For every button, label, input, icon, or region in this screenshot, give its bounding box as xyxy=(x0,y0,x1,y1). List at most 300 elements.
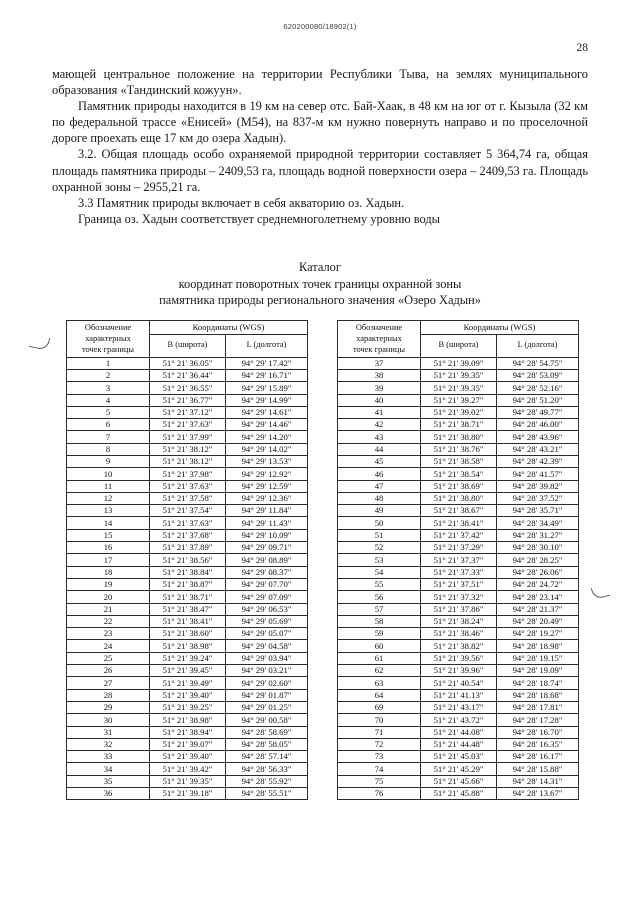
cell-latitude: 51° 21' 38.76" xyxy=(421,443,497,455)
cell-latitude: 51° 21' 37.33" xyxy=(421,566,497,578)
table-row xyxy=(338,419,579,431)
cell-longitude: 94° 29' 15.89" xyxy=(226,382,308,394)
cell-point-number: 49 xyxy=(338,505,421,517)
cell-latitude: 51° 21' 39.35" xyxy=(421,382,497,394)
cell-point-number: 13 xyxy=(67,505,150,517)
header-longitude: L (долгота) xyxy=(226,334,308,357)
page-number: 28 xyxy=(576,42,588,54)
cell-point-number: 55 xyxy=(338,578,421,590)
table-row xyxy=(338,591,579,603)
cell-latitude: 51° 21' 36.44" xyxy=(150,369,226,381)
cell-point-number: 36 xyxy=(67,788,150,800)
paragraph-area-3-2: 3.2. Общая площадь особо охраняемой природной территории составляет 5 364,74 га, общая площадь памятника природы – 2409,53 га, площадь водной поверхности озера – 2409,53 га. Площадь охранной зоны – 2955,21 га. xyxy=(52,147,588,194)
cell-latitude: 51° 21' 38.71" xyxy=(150,591,226,603)
table-row xyxy=(338,406,579,418)
table-row xyxy=(338,529,579,541)
cell-latitude: 51° 21' 39.07" xyxy=(150,738,226,750)
cell-longitude: 94° 28' 55.92" xyxy=(226,775,308,787)
header-designation-line-3: точек границы xyxy=(81,345,135,355)
table-row xyxy=(338,751,579,763)
table-row xyxy=(338,714,579,726)
cell-longitude: 94° 29' 00.58" xyxy=(226,714,308,726)
cell-longitude: 94° 28' 30.10" xyxy=(497,542,579,554)
cell-longitude: 94° 28' 52.16" xyxy=(497,382,579,394)
cell-longitude: 94° 29' 12.36" xyxy=(226,492,308,504)
cell-point-number: 23 xyxy=(67,628,150,640)
cell-longitude: 94° 29' 07.09" xyxy=(226,591,308,603)
cell-point-number: 63 xyxy=(338,677,421,689)
cell-latitude: 51° 21' 37.42" xyxy=(421,529,497,541)
cell-latitude: 51° 21' 43.72" xyxy=(421,714,497,726)
cell-point-number: 26 xyxy=(67,665,150,677)
cell-latitude: 51° 21' 39.25" xyxy=(150,701,226,713)
cell-longitude: 94° 28' 26.06" xyxy=(497,566,579,578)
table-row xyxy=(338,603,579,615)
header-designation-line-1: Обозначение xyxy=(84,323,132,332)
cell-point-number: 9 xyxy=(67,455,150,467)
cell-latitude: 51° 21' 38.46" xyxy=(421,628,497,640)
table-row xyxy=(67,529,308,541)
cell-latitude: 51° 21' 36.05" xyxy=(150,357,226,369)
cell-point-number: 32 xyxy=(67,738,150,750)
cell-latitude: 51° 21' 38.54" xyxy=(421,468,497,480)
cell-latitude: 51° 21' 37.68" xyxy=(150,529,226,541)
cell-latitude: 51° 21' 37.12" xyxy=(150,406,226,418)
cell-latitude: 51° 21' 37.58" xyxy=(150,492,226,504)
cell-latitude: 51° 21' 36.77" xyxy=(150,394,226,406)
cell-longitude: 94° 29' 10.09" xyxy=(226,529,308,541)
cell-point-number: 45 xyxy=(338,455,421,467)
table-row xyxy=(67,763,308,775)
table-row xyxy=(67,443,308,455)
table-head xyxy=(67,321,308,358)
table-row xyxy=(338,628,579,640)
cell-latitude: 51° 21' 39.96" xyxy=(421,665,497,677)
table-row xyxy=(67,382,308,394)
cell-longitude: 94° 29' 01.25" xyxy=(226,701,308,713)
cell-longitude: 94° 28' 18.68" xyxy=(497,689,579,701)
cell-point-number: 22 xyxy=(67,615,150,627)
cell-longitude: 94° 28' 24.72" xyxy=(497,578,579,590)
table-row xyxy=(67,677,308,689)
cell-point-number: 59 xyxy=(338,628,421,640)
table-header-row xyxy=(67,321,308,335)
cell-longitude: 94° 28' 49.77" xyxy=(497,406,579,418)
cell-point-number: 8 xyxy=(67,443,150,455)
cell-latitude: 51° 21' 39.35" xyxy=(421,369,497,381)
cell-longitude: 94° 28' 53.09" xyxy=(497,369,579,381)
cell-point-number: 73 xyxy=(338,751,421,763)
cell-longitude: 94° 28' 17.81" xyxy=(497,701,579,713)
header-designation xyxy=(67,321,150,358)
cell-longitude: 94° 28' 16.35" xyxy=(497,738,579,750)
catalog-title-line-3: памятника природы регионального значения «Озеро Хадын» xyxy=(159,293,481,308)
table-row xyxy=(67,726,308,738)
cell-longitude: 94° 28' 18.74" xyxy=(497,677,579,689)
cell-longitude: 94° 29' 14.46" xyxy=(226,419,308,431)
cell-latitude: 51° 21' 38.98" xyxy=(150,640,226,652)
cell-point-number: 62 xyxy=(338,665,421,677)
cell-point-number: 53 xyxy=(338,554,421,566)
header-designation-line-2: характерных xyxy=(85,334,131,344)
cell-latitude: 51° 21' 38.47" xyxy=(150,603,226,615)
cell-latitude: 51° 21' 38.56" xyxy=(150,554,226,566)
cell-latitude: 51° 21' 36.55" xyxy=(150,382,226,394)
header-designation-line-1: Обозначение xyxy=(355,323,403,332)
cell-point-number: 17 xyxy=(67,554,150,566)
table-row xyxy=(67,665,308,677)
cell-point-number: 71 xyxy=(338,726,421,738)
cell-longitude: 94° 29' 08.89" xyxy=(226,554,308,566)
cell-longitude: 94° 29' 01.87" xyxy=(226,689,308,701)
cell-latitude: 51° 21' 40.54" xyxy=(421,677,497,689)
cell-longitude: 94° 28' 18.98" xyxy=(497,640,579,652)
table-row xyxy=(338,455,579,467)
cell-point-number: 56 xyxy=(338,591,421,603)
cell-longitude: 94° 28' 57.14" xyxy=(226,751,308,763)
table-row xyxy=(338,788,579,800)
table-row xyxy=(338,382,579,394)
cell-longitude: 94° 28' 16.70" xyxy=(497,726,579,738)
cell-longitude: 94° 28' 55.51" xyxy=(226,788,308,800)
table-row xyxy=(338,431,579,443)
cell-latitude: 51° 21' 37.98" xyxy=(150,468,226,480)
cell-longitude: 94° 29' 12.59" xyxy=(226,480,308,492)
table-row xyxy=(67,615,308,627)
table-row xyxy=(67,468,308,480)
cell-longitude: 94° 29' 03.21" xyxy=(226,665,308,677)
coordinate-table-right xyxy=(337,320,579,800)
cell-point-number: 15 xyxy=(67,529,150,541)
cell-latitude: 51° 21' 37.37" xyxy=(421,554,497,566)
table-row xyxy=(67,369,308,381)
cell-point-number: 30 xyxy=(67,714,150,726)
table-row xyxy=(338,578,579,590)
cell-point-number: 57 xyxy=(338,603,421,615)
cell-point-number: 21 xyxy=(67,603,150,615)
cell-latitude: 51° 21' 38.12" xyxy=(150,443,226,455)
coordinate-table-left-holder xyxy=(66,320,308,800)
cell-point-number: 20 xyxy=(67,591,150,603)
cell-point-number: 29 xyxy=(67,701,150,713)
cell-point-number: 4 xyxy=(67,394,150,406)
table-row xyxy=(338,775,579,787)
cell-latitude: 51° 21' 39.40" xyxy=(150,751,226,763)
scan-mark-right-icon xyxy=(591,584,610,600)
cell-longitude: 94° 28' 21.37" xyxy=(497,603,579,615)
cell-latitude: 51° 21' 37.32" xyxy=(421,591,497,603)
cell-longitude: 94° 29' 11.43" xyxy=(226,517,308,529)
cell-latitude: 51° 21' 39.42" xyxy=(150,763,226,775)
cell-latitude: 51° 21' 37.63" xyxy=(150,517,226,529)
table-header-row xyxy=(338,321,579,335)
table-row xyxy=(338,492,579,504)
cell-point-number: 16 xyxy=(67,542,150,554)
table-row xyxy=(338,517,579,529)
cell-point-number: 25 xyxy=(67,652,150,664)
cell-latitude: 51° 21' 38.69" xyxy=(421,480,497,492)
cell-latitude: 51° 21' 38.12" xyxy=(150,455,226,467)
table-row xyxy=(67,394,308,406)
cell-latitude: 51° 21' 39.24" xyxy=(150,652,226,664)
cell-longitude: 94° 29' 08.37" xyxy=(226,566,308,578)
catalog-title-line-2: координат поворотных точек границы охранной зоны xyxy=(178,276,462,291)
table-row xyxy=(338,726,579,738)
cell-longitude: 94° 29' 09.71" xyxy=(226,542,308,554)
table-row xyxy=(338,763,579,775)
cell-latitude: 51° 21' 37.63" xyxy=(150,419,226,431)
cell-latitude: 51° 21' 37.89" xyxy=(150,542,226,554)
catalog-title-line-1: Каталог xyxy=(299,260,341,274)
cell-latitude: 51° 21' 38.41" xyxy=(421,517,497,529)
cell-point-number: 75 xyxy=(338,775,421,787)
table-row xyxy=(67,431,308,443)
cell-longitude: 94° 28' 14.31" xyxy=(497,775,579,787)
cell-latitude: 51° 21' 38.60" xyxy=(150,628,226,640)
table-row xyxy=(67,542,308,554)
paragraph-location: Памятник природы находится в 19 км на север отс. Бай-Хаак, в 48 км на юг от г. Кызыла (32 км по федеральной трассе «Енисей» (М54), на 837-м км нужно повернуть направо и по проселочной дороге проехать еще 17 км до озера Хадын). xyxy=(52,99,588,146)
cell-longitude: 94° 28' 19.09" xyxy=(497,665,579,677)
header-longitude: L (долгота) xyxy=(497,334,579,357)
table-row xyxy=(67,505,308,517)
table-row xyxy=(67,775,308,787)
cell-point-number: 51 xyxy=(338,529,421,541)
cell-longitude: 94° 29' 07.70" xyxy=(226,578,308,590)
cell-point-number: 1 xyxy=(67,357,150,369)
cell-latitude: 51° 21' 44.08" xyxy=(421,726,497,738)
cell-point-number: 38 xyxy=(338,369,421,381)
cell-latitude: 51° 21' 38.24" xyxy=(421,615,497,627)
cell-longitude: 94° 28' 41.57" xyxy=(497,468,579,480)
cell-latitude: 51° 21' 39.56" xyxy=(421,652,497,664)
cell-longitude: 94° 28' 13.67" xyxy=(497,788,579,800)
cell-longitude: 94° 28' 58.69" xyxy=(226,726,308,738)
cell-point-number: 69 xyxy=(338,701,421,713)
cell-longitude: 94° 28' 16.17" xyxy=(497,751,579,763)
cell-longitude: 94° 29' 14.20" xyxy=(226,431,308,443)
header-designation xyxy=(338,321,421,358)
cell-point-number: 35 xyxy=(67,775,150,787)
cell-longitude: 94° 28' 19.27" xyxy=(497,628,579,640)
cell-longitude: 94° 29' 14.99" xyxy=(226,394,308,406)
cell-longitude: 94° 28' 42.39" xyxy=(497,455,579,467)
cell-point-number: 72 xyxy=(338,738,421,750)
cell-point-number: 39 xyxy=(338,382,421,394)
cell-latitude: 51° 21' 39.02" xyxy=(421,406,497,418)
cell-latitude: 51° 21' 39.49" xyxy=(150,677,226,689)
cell-longitude: 94° 29' 05.07" xyxy=(226,628,308,640)
cell-longitude: 94° 28' 31.27" xyxy=(497,529,579,541)
table-row xyxy=(67,357,308,369)
header-designation-line-2: характерных xyxy=(356,334,402,344)
cell-longitude: 94° 28' 20.49" xyxy=(497,615,579,627)
cell-latitude: 51° 21' 37.86" xyxy=(421,603,497,615)
paragraph-3-3: 3.3 Памятник природы включает в себя акваторию оз. Хадын. xyxy=(78,195,405,210)
cell-latitude: 51° 21' 39.27" xyxy=(421,394,497,406)
cell-point-number: 7 xyxy=(67,431,150,443)
body-text xyxy=(52,66,588,227)
cell-latitude: 51° 21' 38.67" xyxy=(421,505,497,517)
cell-longitude: 94° 28' 51.20" xyxy=(497,394,579,406)
table-row xyxy=(67,701,308,713)
table-row xyxy=(338,542,579,554)
cell-longitude: 94° 28' 17.28" xyxy=(497,714,579,726)
cell-point-number: 54 xyxy=(338,566,421,578)
cell-latitude: 51° 21' 43.17" xyxy=(421,701,497,713)
cell-point-number: 50 xyxy=(338,517,421,529)
table-row xyxy=(67,591,308,603)
cell-latitude: 51° 21' 37.99" xyxy=(150,431,226,443)
header-designation-line-3: точек границы xyxy=(352,345,406,355)
cell-latitude: 51° 21' 38.82" xyxy=(421,640,497,652)
cell-point-number: 47 xyxy=(338,480,421,492)
cell-point-number: 58 xyxy=(338,615,421,627)
cell-longitude: 94° 29' 13.53" xyxy=(226,455,308,467)
cell-point-number: 18 xyxy=(67,566,150,578)
table-body-right xyxy=(338,357,579,800)
cell-longitude: 94° 28' 37.52" xyxy=(497,492,579,504)
cell-latitude: 51° 21' 38.84" xyxy=(150,566,226,578)
cell-point-number: 5 xyxy=(67,406,150,418)
cell-latitude: 51° 21' 41.13" xyxy=(421,689,497,701)
table-row xyxy=(338,615,579,627)
cell-longitude: 94° 29' 11.84" xyxy=(226,505,308,517)
cell-latitude: 51° 21' 37.54" xyxy=(150,505,226,517)
cell-point-number: 19 xyxy=(67,578,150,590)
cell-latitude: 51° 21' 37.51" xyxy=(421,578,497,590)
table-row xyxy=(67,751,308,763)
cell-point-number: 41 xyxy=(338,406,421,418)
cell-point-number: 40 xyxy=(338,394,421,406)
cell-point-number: 48 xyxy=(338,492,421,504)
cell-point-number: 28 xyxy=(67,689,150,701)
table-row xyxy=(67,652,308,664)
cell-point-number: 52 xyxy=(338,542,421,554)
cell-longitude: 94° 29' 05.69" xyxy=(226,615,308,627)
table-row xyxy=(338,357,579,369)
table-row xyxy=(338,394,579,406)
cell-longitude: 94° 29' 06.53" xyxy=(226,603,308,615)
table-body-left xyxy=(67,357,308,800)
cell-longitude: 94° 29' 16.71" xyxy=(226,369,308,381)
cell-latitude: 51° 21' 38.98" xyxy=(150,714,226,726)
table-row xyxy=(338,480,579,492)
cell-latitude: 51° 21' 44.48" xyxy=(421,738,497,750)
table-row xyxy=(67,554,308,566)
paragraph-border-level: Граница оз. Хадын соответствует среднемноголетнему уровню воды xyxy=(78,211,440,226)
cell-latitude: 51° 21' 38.94" xyxy=(150,726,226,738)
header-coordinates: Координаты (WGS) xyxy=(421,321,579,335)
cell-latitude: 51° 21' 38.87" xyxy=(150,578,226,590)
table-row xyxy=(338,566,579,578)
cell-longitude: 94° 28' 46.00" xyxy=(497,419,579,431)
cell-longitude: 94° 28' 43.21" xyxy=(497,443,579,455)
cell-latitude: 51° 21' 39.40" xyxy=(150,689,226,701)
cell-latitude: 51° 21' 38.80" xyxy=(421,431,497,443)
cell-longitude: 94° 29' 17.42" xyxy=(226,357,308,369)
header-latitude: B (широта) xyxy=(421,334,497,357)
cell-longitude: 94° 29' 03.94" xyxy=(226,652,308,664)
cell-point-number: 46 xyxy=(338,468,421,480)
table-row xyxy=(338,677,579,689)
table-row xyxy=(67,788,308,800)
cell-latitude: 51° 21' 38.80" xyxy=(421,492,497,504)
cell-point-number: 37 xyxy=(338,357,421,369)
cell-longitude: 94° 28' 23.14" xyxy=(497,591,579,603)
scan-mark-left-icon xyxy=(29,334,50,351)
table-row xyxy=(67,480,308,492)
catalog-title xyxy=(52,259,588,309)
cell-longitude: 94° 28' 19.15" xyxy=(497,652,579,664)
cell-longitude: 94° 28' 43.96" xyxy=(497,431,579,443)
table-row xyxy=(338,443,579,455)
table-row xyxy=(338,640,579,652)
table-row xyxy=(67,406,308,418)
header-latitude: B (широта) xyxy=(150,334,226,357)
cell-latitude: 51° 21' 45.88" xyxy=(421,788,497,800)
table-row xyxy=(67,566,308,578)
cell-latitude: 51° 21' 39.35" xyxy=(150,775,226,787)
cell-point-number: 76 xyxy=(338,788,421,800)
cell-latitude: 51° 21' 39.18" xyxy=(150,788,226,800)
table-row xyxy=(338,689,579,701)
table-row xyxy=(338,369,579,381)
cell-latitude: 51° 21' 37.63" xyxy=(150,480,226,492)
table-row xyxy=(67,628,308,640)
cell-point-number: 11 xyxy=(67,480,150,492)
cell-latitude: 51° 21' 45.29" xyxy=(421,763,497,775)
cell-point-number: 24 xyxy=(67,640,150,652)
cell-longitude: 94° 28' 54.75" xyxy=(497,357,579,369)
table-row xyxy=(338,468,579,480)
cell-latitude: 51° 21' 45.66" xyxy=(421,775,497,787)
cell-longitude: 94° 28' 35.71" xyxy=(497,505,579,517)
table-row xyxy=(67,603,308,615)
document-code: 620200080/18902(1) xyxy=(283,22,357,31)
cell-latitude: 51° 21' 38.71" xyxy=(421,419,497,431)
cell-point-number: 42 xyxy=(338,419,421,431)
cell-point-number: 12 xyxy=(67,492,150,504)
cell-point-number: 43 xyxy=(338,431,421,443)
cell-longitude: 94° 28' 58.05" xyxy=(226,738,308,750)
table-row xyxy=(67,419,308,431)
cell-longitude: 94° 28' 56.33" xyxy=(226,763,308,775)
table-row xyxy=(338,505,579,517)
cell-point-number: 31 xyxy=(67,726,150,738)
table-row xyxy=(67,517,308,529)
table-row xyxy=(338,701,579,713)
cell-point-number: 27 xyxy=(67,677,150,689)
cell-longitude: 94° 28' 15.88" xyxy=(497,763,579,775)
cell-longitude: 94° 29' 14.61" xyxy=(226,406,308,418)
cell-longitude: 94° 29' 04.58" xyxy=(226,640,308,652)
cell-longitude: 94° 29' 12.92" xyxy=(226,468,308,480)
cell-point-number: 2 xyxy=(67,369,150,381)
cell-point-number: 61 xyxy=(338,652,421,664)
coordinate-table-left xyxy=(66,320,308,800)
cell-latitude: 51° 21' 39.09" xyxy=(421,357,497,369)
table-row xyxy=(67,455,308,467)
cell-point-number: 3 xyxy=(67,382,150,394)
table-row xyxy=(338,554,579,566)
table-row xyxy=(338,652,579,664)
cell-point-number: 14 xyxy=(67,517,150,529)
paragraph-continuation: мающей центральное положение на территории Республики Тыва, на землях муниципального образования «Тандинский кожуун». xyxy=(52,67,588,98)
cell-latitude: 51° 21' 37.29" xyxy=(421,542,497,554)
table-head xyxy=(338,321,579,358)
table-row xyxy=(67,738,308,750)
table-row xyxy=(67,714,308,726)
